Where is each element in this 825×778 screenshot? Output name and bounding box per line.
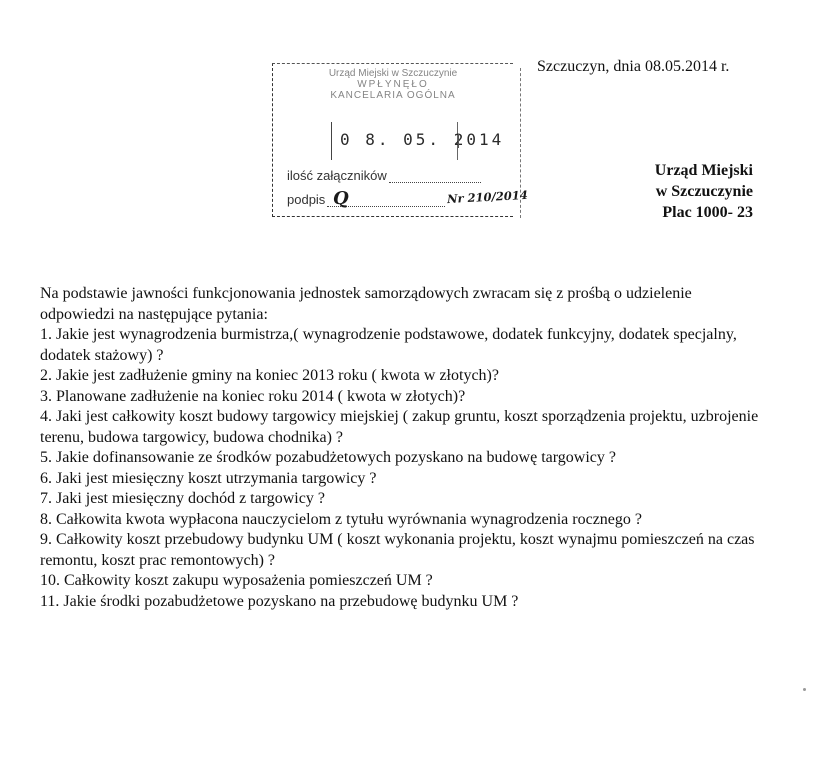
recipient-line-3: Plac 1000- 23 — [662, 204, 753, 221]
stamp-attachments-row — [287, 168, 481, 183]
stamp-attachments-label: ilość załączników — [287, 168, 387, 183]
stamp-attachments-dots — [389, 170, 481, 183]
question-item: 4. Jaki jest całkowity koszt budowy targowicy miejskiej ( zakup gruntu, koszt sporządzenia projektu, uzbrojenie terenu, budowa targowicy, budowa chodnika) ? — [40, 408, 759, 446]
question-item: 1. Jakie jest wynagrodzenia burmistrza,( wynagrodzenie podstawowe, dodatek funkcyjny, dodatek specjalny, dodatek stażowy) ? — [40, 326, 737, 364]
question-item: 10. Całkowity koszt zakupu wyposażenia pomieszczeń UM ? — [40, 572, 433, 589]
stamp-office-name: Urząd Miejski w Szczuczynie — [328, 68, 458, 79]
scan-speck — [803, 688, 806, 691]
date-line: Szczuczyn, dnia 08.05.2014 r. — [537, 58, 730, 75]
stamp-signature-label: podpis — [287, 192, 326, 207]
handwritten-registry-number: Nr 210/2014 — [446, 187, 529, 207]
stamp-signature-row — [287, 192, 445, 207]
registry-stamp — [272, 63, 529, 217]
stamp-received-label: WPŁYNĘŁO — [357, 79, 429, 90]
question-item: 8. Całkowita kwota wypłacona nauczycielom z tytułu wyrównania wynagrodzenia rocznego ? — [40, 510, 643, 528]
question-item: 3. Planowane zadłużenie na koniec roku 2014 ( kwota w złotych)? — [40, 387, 466, 405]
stamp-date-box — [331, 122, 505, 160]
recipient-line-2: w Szczuczynie — [655, 183, 753, 200]
recipient-line-1: Urząd Miejski — [654, 162, 753, 179]
question-item: 7. Jaki jest miesięczny dochód z targowicy ? — [40, 490, 325, 507]
stamp-date-tick — [458, 134, 459, 148]
question-item: 2. Jakie jest zadłużenie gminy na koniec 2013 roku ( kwota w złotych)? — [40, 367, 499, 384]
stamp-date: 0 8. 05. 2014 — [340, 130, 505, 149]
intro-paragraph: Na podstawie jawności funkcjonowania jednostek samorządowych zwracam się z prośbą o udzielenie odpowiedzi na następujące pytania: — [40, 285, 692, 323]
stamp-department: KANCELARIA OGÓLNA — [330, 90, 456, 101]
question-list — [40, 325, 760, 612]
letter-body — [40, 284, 760, 612]
question-item: 9. Całkowity koszt przebudowy budynku UM ( koszt wykonania projektu, koszt wynajmu pomieszczeń na czas remontu, koszt prac remontowych) ? — [40, 531, 755, 569]
question-item: 6. Jaki jest miesięczny koszt utrzymania targowicy ? — [40, 469, 377, 487]
question-item: 5. Jakie dofinansowanie ze środków pozabudżetowych pozyskano na budowę targowicy ? — [40, 449, 616, 466]
recipient-address — [655, 160, 753, 223]
stamp-header — [277, 68, 509, 101]
question-item: 11. Jakie środki pozabudżetowe pozyskano na przebudowę budynku UM ? — [40, 592, 519, 610]
handwritten-initial: Q — [333, 188, 349, 209]
